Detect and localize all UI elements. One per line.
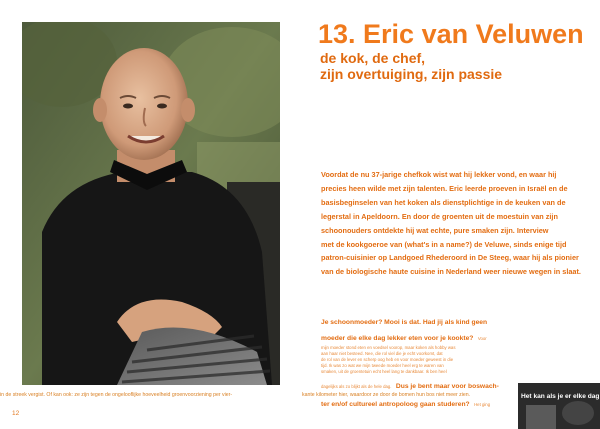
- question-line: Dus je bent maar voor boswach-: [395, 383, 499, 391]
- question-line: moeder die elke dag lekker eten voor je kookte?: [321, 335, 474, 342]
- answer-text: Voor: [477, 336, 487, 341]
- answer-line: de rol van de lever en scherp oog heb en voor moeder geweest in die: [321, 357, 454, 363]
- portrait-illustration: [22, 22, 280, 385]
- intro-line: legerstal in Apeldoorn. En door de groenten uit de moestuin van zijn: [321, 211, 558, 221]
- answer-line: smaken, uit de groentetuin echt heel lang te dankbaar. Ik ben heel: [321, 369, 447, 375]
- intro-line: patron-cuisinier op Landgoed Rhederoord in De Steeg, waar hij als pionier: [321, 253, 579, 263]
- page-number-left: 12: [12, 410, 20, 417]
- teaser-caption: Het kan als je er elke dag: [521, 393, 600, 400]
- answer-line: tijd. Ik was zo wat we mijn tweede moeder heel erg te waren van: [321, 363, 444, 369]
- question-line: ter en/of cultureel antropoloog gaan studeren?: [321, 401, 470, 409]
- subtitle-line: de kok, de chef,: [320, 50, 426, 66]
- answer-text: Het ging: [474, 402, 491, 408]
- intro-line: met de kookgoeroe van (what's in a name?) de Veluwe, sinds enige tijd: [321, 239, 567, 249]
- intro-line: Voordat de nu 37-jarige chefkok wist wat hij lekker vond, en waar hij: [321, 170, 557, 179]
- bottom-text-right: kante kilometer hier, waardoor ze door de bomen hun bos niet meer zien.: [302, 392, 471, 398]
- answer-line: mijn moeder stond eten en voedsel voorop, maar koken als hobby was: [321, 345, 456, 350]
- answer-text: dagelijks als zo blijkt als de hele dag.: [321, 384, 392, 390]
- intro-line: van de biologische haute cuisine in Nederland weer nieuwe wegen in slaat.: [321, 267, 581, 277]
- bottom-text-left: in de streek vergist. Of kan ook: ze zijn tegen de ongelooflijke hoeveelheid groenvoorziening per vier-: [0, 392, 233, 398]
- intro-paragraph: [321, 168, 579, 279]
- intro-line: precies heen wilde met zijn talenten. Eric leerde proeven in Israël en de: [321, 183, 568, 193]
- article-subtitle: [320, 50, 580, 82]
- intro-line: basisbeginselen van het koken als dienstplichtige in de keuken van de: [321, 197, 566, 207]
- teaser-photo: [518, 383, 600, 429]
- subtitle-line: zijn overtuiging, zijn passie: [320, 66, 503, 82]
- question-line: Je schoonmoeder? Mooi is dat. Had jij als kind geen: [321, 319, 488, 326]
- article-title: 13. Eric van Veluwen: [318, 19, 584, 49]
- chef-portrait-photo: [22, 22, 280, 385]
- intro-line: schoonouders ontdekte hij wat echte, pure smaken zijn. Interview: [321, 225, 549, 235]
- teaser-illustration: [518, 383, 600, 429]
- answer-line: aan haar niet besteed. Nee, die rol viel die je echt voorkomt, dat: [321, 351, 443, 357]
